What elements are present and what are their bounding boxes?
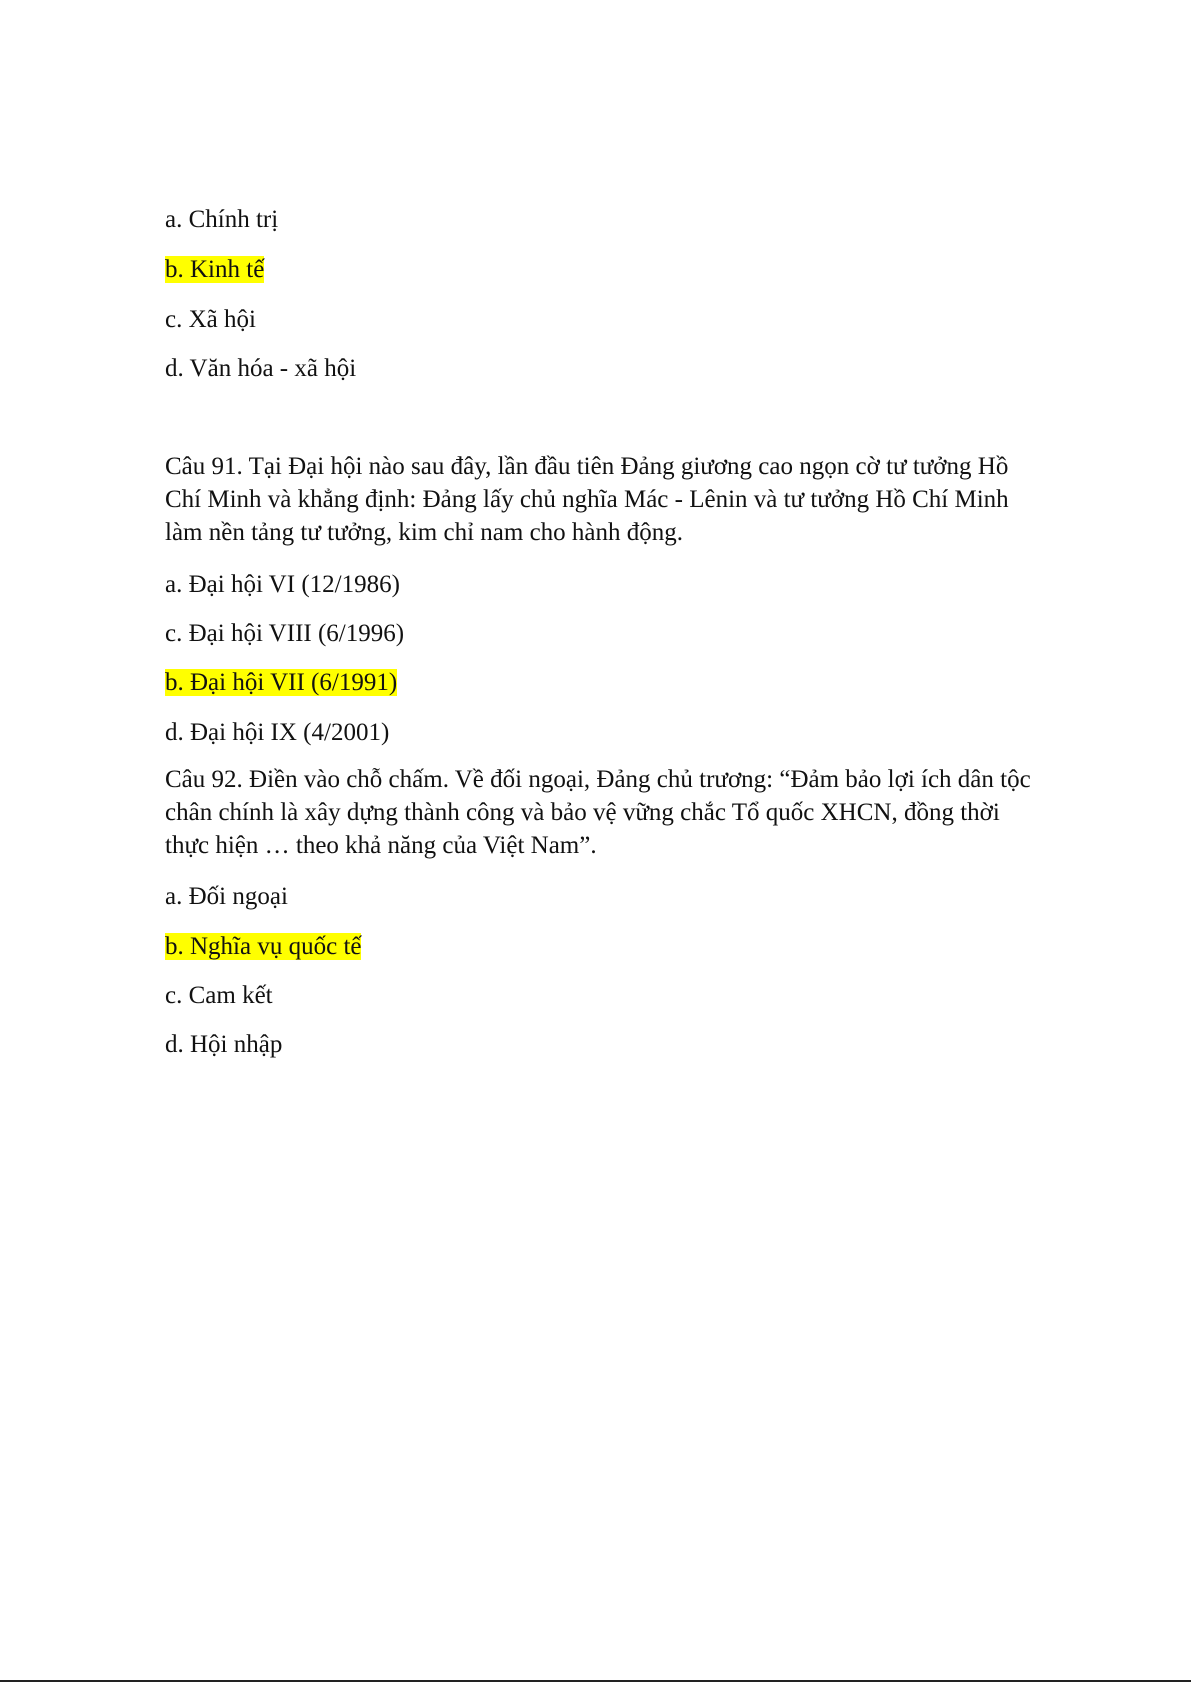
q91-option-b-answer	[165, 667, 397, 699]
q90-option-b-answer	[165, 254, 264, 286]
q92-option-d-text: d. Hội nhập	[165, 1031, 283, 1058]
q92-option-a	[165, 881, 288, 913]
q91-option-c	[165, 618, 404, 650]
q92-option-d	[165, 1029, 282, 1061]
q92-question: Câu 92. Điền vào chỗ chấm. Về đối ngoại, Đảng chủ trương: “Đảm bảo lợi ích dân tộc chân chính là xây dựng thành công và bảo vệ vững chắc Tổ quốc XHCN, đồng thời thực hiện … theo khả năng của Việt Nam”.	[165, 766, 1031, 859]
q92-option-b-text: b. Nghĩa vụ quốc tế	[165, 933, 362, 960]
q90-option-d-text: d. Văn hóa - xã hội	[165, 355, 357, 382]
q90-option-d	[165, 353, 356, 385]
q90-option-a	[165, 204, 278, 236]
q91-option-d	[165, 717, 389, 749]
q90-option-c	[165, 304, 256, 336]
q92-option-b-answer	[165, 931, 361, 963]
q92-option-a-text: a. Đối ngoại	[165, 883, 288, 910]
q91-option-a	[165, 569, 400, 601]
q91-option-a-text: a. Đại hội VI (12/1986)	[165, 571, 400, 598]
q91-question: Câu 91. Tại Đại hội nào sau đây, lần đầu tiên Đảng giương cao ngọn cờ tư tưởng Hồ Chí Minh và khẳng định: Đảng lấy chủ nghĩa Mác - Lênin và tư tưởng Hồ Chí Minh làm nền tảng tư tưởng, kim chỉ nam cho hành động.	[165, 453, 1009, 546]
q92-option-c-text: c. Cam kết	[165, 982, 273, 1009]
q91-option-c-text: c. Đại hội VIII (6/1996)	[165, 620, 405, 647]
q92-option-c	[165, 980, 273, 1012]
q91-option-b-text: b. Đại hội VII (6/1991)	[165, 669, 398, 696]
q90-option-a-text: a. Chính trị	[165, 206, 279, 233]
q90-option-c-text: c. Xã hội	[165, 306, 256, 333]
page-bottom-divider	[0, 1680, 1191, 1682]
q90-option-b-text: b. Kinh tế	[165, 256, 265, 283]
q91-option-d-text: d. Đại hội IX (4/2001)	[165, 719, 390, 746]
